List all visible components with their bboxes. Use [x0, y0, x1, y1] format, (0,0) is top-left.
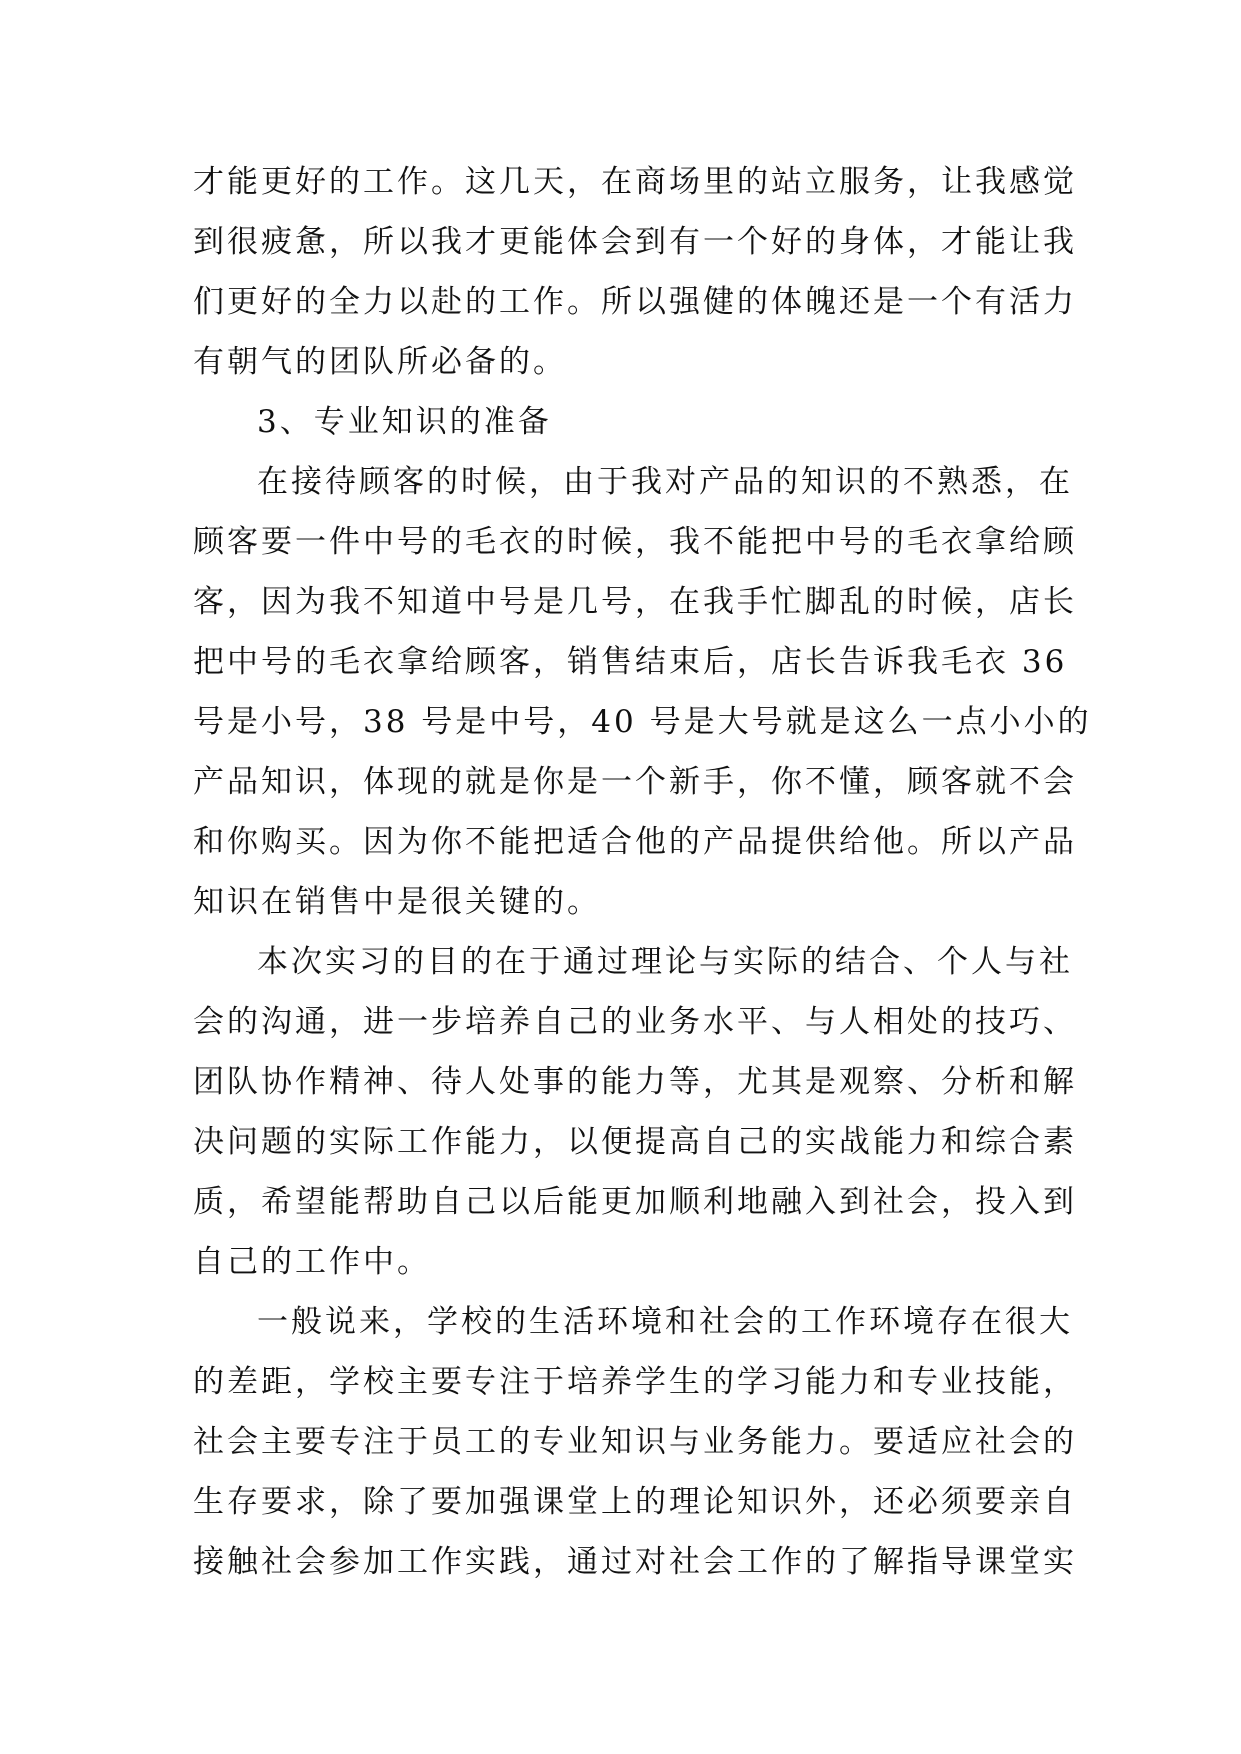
- text-line: 才能更好的工作。这几天，在商场里的站立服务，让我感觉: [193, 164, 1077, 200]
- text-line: 团队协作精神、待人处事的能力等，尤其是观察、分析和解: [193, 1064, 1077, 1100]
- text-line: 和你购买。因为你不能把适合他的产品提供给他。所以产品: [193, 824, 1077, 860]
- text-line: 质，希望能帮助自己以后能更加顺利地融入到社会，投入到: [193, 1184, 1077, 1220]
- text-line: 在接待顾客的时候，由于我对产品的知识的不熟悉，在: [257, 464, 1073, 500]
- text-line: 客，因为我不知道中号是几号，在我手忙脚乱的时候，店长: [193, 584, 1077, 620]
- text-line: 社会主要专注于员工的专业知识与业务能力。要适应社会的: [193, 1424, 1077, 1460]
- text-line: 一般说来，学校的生活环境和社会的工作环境存在很大: [257, 1304, 1073, 1340]
- text-line: 们更好的全力以赴的工作。所以强健的体魄还是一个有活力: [193, 284, 1077, 320]
- document-body: [193, 152, 1092, 1592]
- text-line: 顾客要一件中号的毛衣的时候，我不能把中号的毛衣拿给顾: [193, 524, 1077, 560]
- text-line: 本次实习的目的在于通过理论与实际的结合、个人与社: [257, 944, 1073, 980]
- text-line: 把中号的毛衣拿给顾客，销售结束后，店长告诉我毛衣 36: [193, 644, 1068, 680]
- text-line: 到很疲惫，所以我才更能体会到有一个好的身体，才能让我: [193, 224, 1077, 260]
- section-heading: 3、专业知识的准备: [257, 404, 552, 440]
- text-line: 自己的工作中。: [193, 1244, 431, 1280]
- text-line: 号是小号，38 号是中号，40 号是大号就是这么一点小小的: [193, 704, 1092, 740]
- text-line: 知识在销售中是很关键的。: [193, 884, 601, 920]
- text-line: 的差距，学校主要专注于培养学生的学习能力和专业技能，: [193, 1364, 1077, 1400]
- text-line: 产品知识，体现的就是你是一个新手，你不懂，顾客就不会: [193, 764, 1077, 800]
- text-line: 会的沟通，进一步培养自己的业务水平、与人相处的技巧、: [193, 1004, 1077, 1040]
- text-line: 决问题的实际工作能力，以便提高自己的实战能力和综合素: [193, 1124, 1077, 1160]
- text-line: 生存要求，除了要加强课堂上的理论知识外，还必须要亲自: [193, 1484, 1077, 1520]
- text-line: 有朝气的团队所必备的。: [193, 344, 567, 380]
- text-line: 接触社会参加工作实践，通过对社会工作的了解指导课堂实: [193, 1544, 1077, 1580]
